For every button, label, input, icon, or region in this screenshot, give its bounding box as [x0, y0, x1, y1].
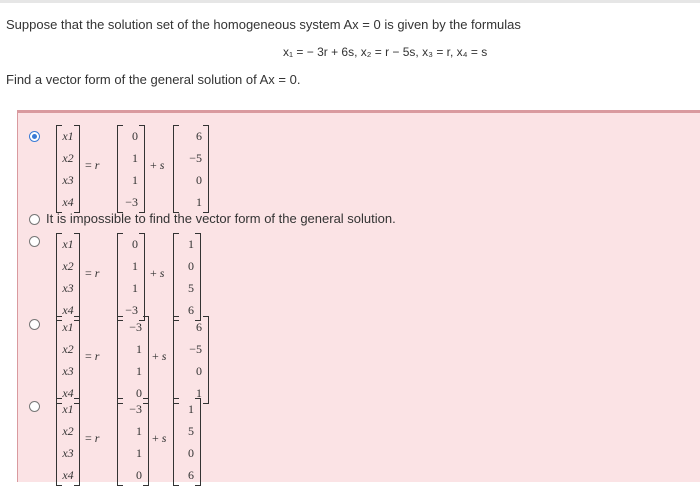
- plus-s: + s: [150, 266, 165, 280]
- option-2[interactable]: [18, 210, 700, 230]
- option-5-r-vector: −3 1 1 0: [117, 398, 149, 486]
- option-4-radio[interactable]: [29, 319, 40, 330]
- option-1-s-vector: 6 −5 0 1: [173, 125, 209, 213]
- option-5-variable-vector: x1 x2 x3 x4: [56, 398, 80, 486]
- plus-s: + s: [152, 431, 167, 445]
- option-1-variable-vector: x1 x2 x3 x4: [56, 125, 80, 213]
- option-1-r-vector: 0 1 1 −3: [117, 125, 145, 213]
- option-5-radio[interactable]: [29, 401, 40, 412]
- question-intro: Suppose that the solution set of the homogeneous system Ax = 0 is given by the formulas: [6, 17, 521, 32]
- option-1-radio[interactable]: [29, 131, 40, 142]
- option-2-text: It is impossible to find the vector form of the general solution.: [46, 211, 396, 226]
- option-4-variable-vector: x1 x2 x3 x4: [56, 316, 80, 404]
- plus-s: + s: [152, 349, 167, 363]
- top-divider: [0, 0, 700, 3]
- question-prompt: Find a vector form of the general solution of Ax = 0.: [6, 72, 301, 87]
- option-4-s-vector: 6 −5 0 1: [173, 316, 209, 404]
- option-2-radio[interactable]: [29, 214, 40, 225]
- plus-s: + s: [150, 158, 165, 172]
- option-3-s-vector: 1 0 5 6: [173, 233, 201, 321]
- option-4-r-vector: −3 1 1 0: [117, 316, 149, 404]
- option-3-radio[interactable]: [29, 236, 40, 247]
- answer-panel: [17, 110, 700, 482]
- equals-r: = r: [85, 349, 100, 363]
- option-3-variable-vector: x1 x2 x3 x4: [56, 233, 80, 321]
- equals-r: = r: [85, 158, 100, 172]
- option-5-s-vector: 1 5 0 6: [173, 398, 201, 486]
- equals-r: = r: [85, 266, 100, 280]
- question-formulas: x₁ = − 3r + 6s, x₂ = r − 5s, x₃ = r, x₄ = s: [283, 45, 488, 59]
- option-3-r-vector: 0 1 1 −3: [117, 233, 145, 321]
- equals-r: = r: [85, 431, 100, 445]
